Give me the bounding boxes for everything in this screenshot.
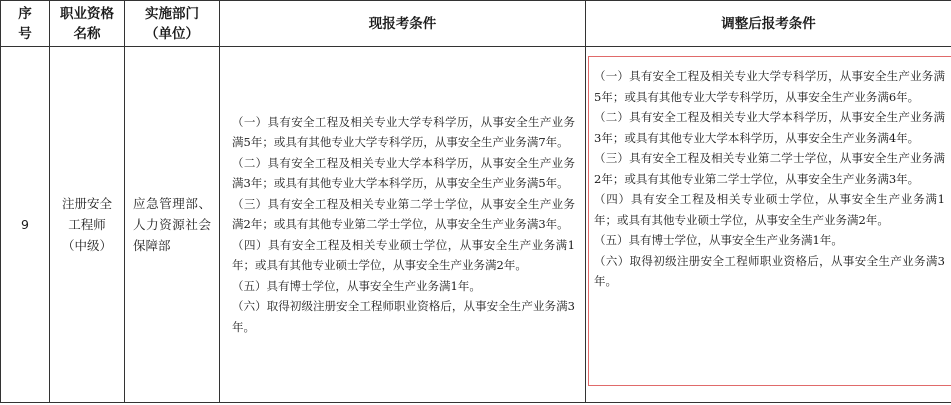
- current-condition-3: （三）具有安全工程及相关专业第二学士学位，从事安全生产业务满2年；或具有其他专业第二学士学位，从事安全生产业务满3年。: [232, 196, 575, 232]
- header-num: [1, 1, 50, 47]
- current-condition-6: （六）取得初级注册安全工程师职业资格后，从事安全生产业务满3年。: [232, 299, 575, 334]
- adjusted-condition-2: （二）具有安全工程及相关专业大学本科学历，从事安全生产业务满3年；或具有其他专业大学本科学历，从事安全生产业务满4年。: [594, 110, 945, 145]
- header-current-conditions: 现报考条件: [220, 1, 586, 47]
- row-number: 9: [1, 47, 50, 403]
- qualification-name: [50, 47, 125, 403]
- adjusted-condition-3: （三）具有安全工程及相关专业第二学士学位，从事安全生产业务满2年；或具有其他专业第二学士学位，从事安全生产业务满3年。: [594, 151, 945, 186]
- qualification-name-line3: （中级）: [61, 238, 112, 253]
- adjusted-condition-5: （五）具有博士学位，从事安全生产业务满1年。: [594, 233, 843, 247]
- header-adjusted-conditions: 调整后报考条件: [586, 1, 951, 47]
- current-condition-1: （一）具有安全工程及相关专业大学专科学历，从事安全生产业务满5年；或具有其他专业大学专科学历，从事安全生产业务满7年。: [232, 114, 575, 150]
- current-conditions-cell: [220, 47, 586, 403]
- header-dept-line1: 实施部门: [145, 5, 199, 22]
- current-condition-4: （四）具有安全工程及相关专业硕士学位，从事安全生产业务满1年；或具有其他专业硕士学位，从事安全生产业务满2年。: [232, 237, 575, 273]
- header-row: [1, 1, 951, 47]
- adjusted-conditions-highlight-box: [588, 56, 951, 386]
- header-dept-line2: （单位）: [145, 25, 199, 42]
- header-dept: [125, 1, 220, 47]
- header-name-line1: 职业资格: [60, 5, 114, 22]
- implementing-department: 应急管理部、人力资源社会保障部: [125, 47, 220, 403]
- qualification-name-line1: 注册安全: [61, 196, 112, 211]
- adjusted-condition-4: （四）具有安全工程及相关专业硕士学位，从事安全生产业务满1年；或具有其他专业硕士学位，从事安全生产业务满2年。: [594, 192, 945, 227]
- header-num-line2: 号: [18, 25, 32, 42]
- current-condition-5: （五）具有博士学位，从事安全生产业务满1年。: [232, 278, 481, 293]
- adjusted-conditions-cell: [586, 47, 951, 403]
- table-row: [1, 47, 951, 403]
- header-name-line2: 名称: [73, 25, 101, 42]
- qualification-name-line2: 工程师: [68, 217, 106, 232]
- header-num-line1: 序: [18, 5, 32, 22]
- adjusted-condition-6: （六）取得初级注册安全工程师职业资格后，从事安全生产业务满3年。: [594, 253, 945, 288]
- adjusted-condition-1: （一）具有安全工程及相关专业大学专科学历，从事安全生产业务满5年；或具有其他专业大学专科学历，从事安全生产业务满6年。: [594, 69, 945, 104]
- header-name: [50, 1, 125, 47]
- current-condition-2: （二）具有安全工程及相关专业大学本科学历，从事安全生产业务满3年；或具有其他专业大学本科学历，从事安全生产业务满5年。: [232, 155, 575, 191]
